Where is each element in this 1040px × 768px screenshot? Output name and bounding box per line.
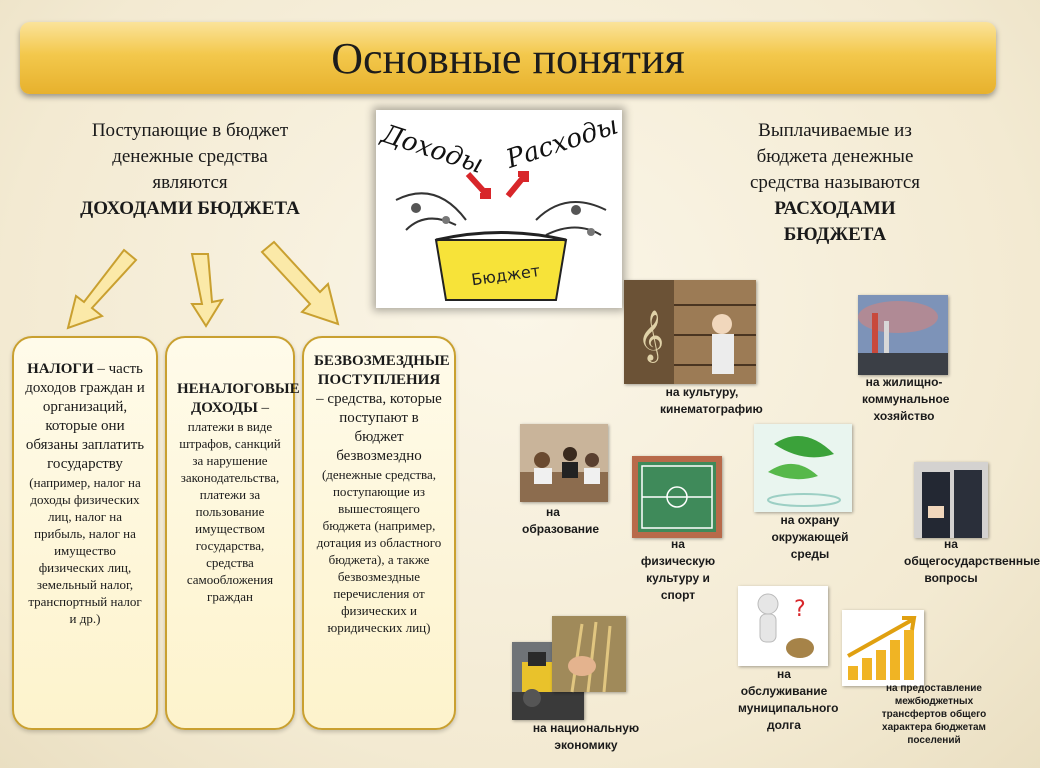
culture-photo xyxy=(624,280,756,384)
arrow-to-grants-icon xyxy=(258,240,344,330)
economy-caption: на национальную экономику xyxy=(532,721,640,752)
nontax-text: – xyxy=(257,400,270,416)
sport-photo xyxy=(632,456,722,538)
grants-sub: (денежные средства, поступающие из вышестоящего бюджета (например, дотация из областного бюджета), а также безвозмездные перечисления от физических и юридических лиц) xyxy=(316,467,442,635)
grants-title: БЕЗВОЗМЕЗДНЫЕ ПОСТУПЛЕНИЯ xyxy=(314,353,450,388)
debt-caption: на обслуживание муниципального долга xyxy=(738,667,839,732)
environment-caption: на охрану окружающей среды xyxy=(771,513,849,561)
expense-word: Расходы xyxy=(502,110,622,175)
sport-caption: на физическую культуру и спорт xyxy=(640,537,716,602)
education-photo xyxy=(520,424,608,502)
economy-photo-wheat xyxy=(552,616,626,692)
taxes-box xyxy=(12,336,158,730)
treble-clef-icon: 𝄞 xyxy=(638,310,665,361)
arrow-out-icon xyxy=(508,174,526,196)
title-bar xyxy=(20,22,996,94)
right-intro-text: Выплачиваемые из бюджета денежные средства называются xyxy=(749,120,921,193)
right-intro-bold: РАСХОДАМИ БЮДЖЕТА xyxy=(774,198,896,245)
nontax-box xyxy=(165,336,300,730)
left-intro-bold: ДОХОДАМИ БЮДЖЕТА xyxy=(80,198,300,219)
grants-box xyxy=(302,336,456,730)
debt-photo xyxy=(738,586,828,666)
arrow-to-taxes-icon xyxy=(62,246,142,332)
money-bag-icon xyxy=(786,638,814,658)
transfers-photo xyxy=(842,610,924,686)
nontax-sub: платежи в виде штрафов, санкций за нарушение законодательства, платежи за пользование имуществом государства, средства самообложения граждан xyxy=(179,419,281,604)
taxes-sub: (например, налог на доходы физических лиц, налог на прибыль, налог на имущество физических лиц, земельный налог, транспортный налог и др.) xyxy=(28,475,142,626)
nontax-title: НЕНАЛОГОВЫЕ ДОХОДЫ xyxy=(177,381,300,416)
arrow-to-nontax-icon xyxy=(186,250,226,330)
right-intro xyxy=(722,118,948,248)
environment-photo xyxy=(754,424,852,512)
question-icon: ? xyxy=(794,597,806,622)
budget-illustration xyxy=(376,110,622,308)
hand-icon xyxy=(568,656,596,676)
income-word: Доходы xyxy=(377,119,487,180)
culture-caption: на культуру, кинематографию xyxy=(660,385,763,416)
state-caption: на общегосударственные вопросы xyxy=(904,537,1040,585)
education-caption: на образование xyxy=(522,505,600,536)
budget-drawing xyxy=(376,110,622,308)
state-photo xyxy=(914,462,988,538)
grants-text: – средства, которые поступают в бюджет безвозмездно xyxy=(316,391,442,464)
left-intro-text: Поступающие в бюджет денежные средства являются xyxy=(91,120,289,193)
transfers-caption: на предоставление межбюджетных трансфертов общего характера бюджетам поселений xyxy=(881,683,987,746)
left-intro xyxy=(80,118,300,222)
budget-word: Бюджет xyxy=(470,260,542,290)
housing-photo xyxy=(858,295,948,375)
taxes-text: – часть доходов граждан и организаций, которые они обязаны заплатить государству xyxy=(25,361,145,472)
page-title: Основные понятия xyxy=(331,33,685,83)
taxes-title: НАЛОГИ xyxy=(27,361,94,377)
housing-caption: на жилищно-коммунальное хозяйство xyxy=(862,375,950,423)
